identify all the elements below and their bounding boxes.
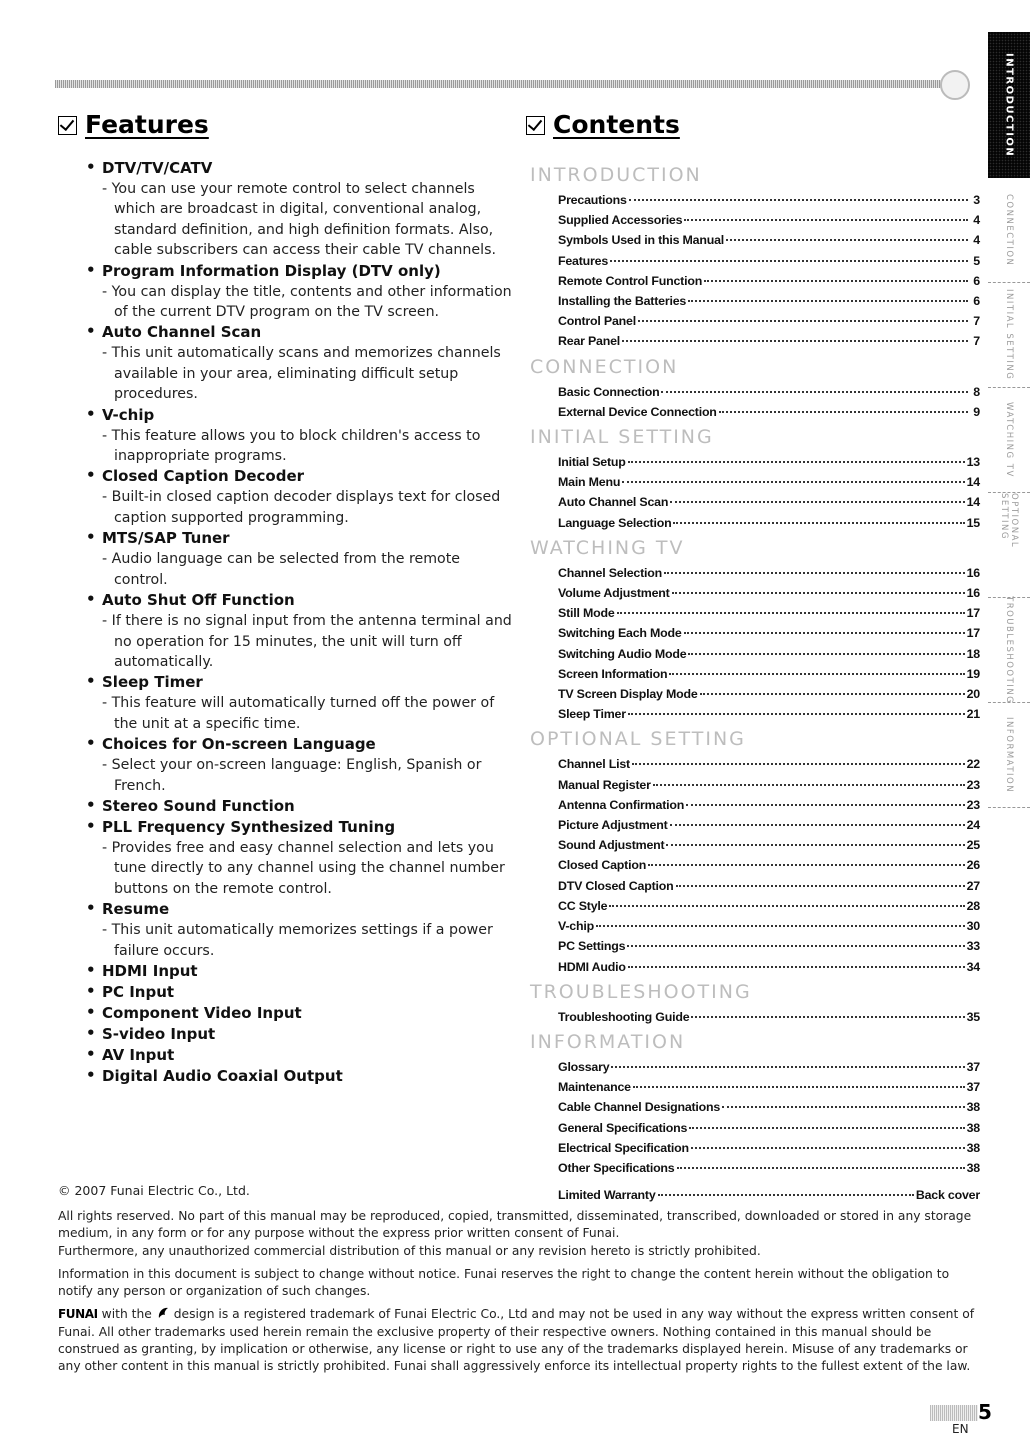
- feature-description: - You can display the title, contents and other information of the current DTV program on the TV screen.: [102, 283, 512, 321]
- features-heading: [58, 110, 209, 139]
- bullet-icon: •: [86, 404, 96, 423]
- dot-leader: [684, 632, 965, 634]
- toc-entry-page: 22: [966, 757, 980, 772]
- funai-swirl-icon: [156, 1306, 170, 1320]
- feature-title: MTS/SAP Tuner: [102, 529, 230, 548]
- toc-entry-title: Sleep Timer: [558, 707, 626, 722]
- bullet-icon: •: [86, 899, 96, 918]
- toc-entry[interactable]: [558, 957, 980, 977]
- toc-entry-page: 17: [966, 606, 980, 621]
- toc-entry-page: 30: [966, 919, 980, 934]
- dot-leader: [632, 763, 965, 765]
- side-tab-watching-tv: [988, 388, 1030, 493]
- toc-entry-title: Auto Channel Scan: [558, 495, 669, 510]
- toc-entry-page: 38: [966, 1120, 980, 1135]
- toc-entry[interactable]: [558, 835, 980, 855]
- toc-entry[interactable]: [558, 230, 980, 250]
- side-tab-label: INFORMATION: [1004, 716, 1014, 794]
- toc-entry[interactable]: [558, 271, 980, 291]
- side-tab-information: [988, 703, 1030, 808]
- toc-entry-title: Main Menu: [558, 475, 621, 490]
- toc-entry-title: Electrical Specification: [558, 1140, 689, 1155]
- toc-entry-title: Troubleshooting Guide: [558, 1009, 690, 1024]
- toc-entry[interactable]: [558, 452, 980, 472]
- toc-entry[interactable]: [558, 896, 980, 916]
- toc-entry[interactable]: [558, 876, 980, 896]
- toc-entry-page: 38: [966, 1140, 980, 1155]
- feature-description: - This unit automatically memorizes settings if a power failure occurs.: [102, 922, 493, 959]
- bullet-icon: •: [86, 981, 96, 1000]
- toc-entry[interactable]: [558, 472, 980, 492]
- side-tab-introduction: [988, 32, 1030, 178]
- dot-leader: [691, 1016, 964, 1018]
- toc-entry-title: Basic Connection: [558, 384, 660, 399]
- toc-entry-title: V-chip: [558, 919, 594, 934]
- toc-entry[interactable]: [558, 1138, 980, 1158]
- dot-leader: [688, 300, 968, 302]
- toc-entry[interactable]: [558, 754, 980, 774]
- toc-entry-title: TV Screen Display Mode: [558, 687, 698, 702]
- feature-title: V-chip: [102, 405, 155, 424]
- side-tab-troubleshooting: [988, 595, 1030, 705]
- toc-entry[interactable]: [558, 704, 980, 724]
- feature-description: - This unit automatically scans and memorizes channels available in your area, eliminating difficult setup procedures.: [102, 345, 501, 403]
- feature-item: [86, 405, 516, 467]
- toc-entry[interactable]: [558, 1185, 980, 1205]
- toc-entry[interactable]: [558, 815, 980, 835]
- bullet-icon: •: [86, 795, 96, 814]
- toc-entry[interactable]: [558, 1097, 980, 1117]
- toc-entry-page: 6: [973, 294, 980, 309]
- dot-leader: [638, 320, 968, 322]
- toc-entry-title: HDMI Audio: [558, 959, 626, 974]
- features-title: Features: [85, 110, 209, 139]
- toc-entry[interactable]: [558, 623, 980, 643]
- feature-title: Resume: [102, 900, 170, 919]
- toc-entry-title: Other Specifications: [558, 1160, 675, 1175]
- toc-entry-page: 20: [966, 687, 980, 702]
- contents-heading: [526, 110, 680, 139]
- side-tab-label: CONNECTION: [1004, 193, 1014, 267]
- toc-entry[interactable]: [558, 311, 980, 331]
- toc-entry-page: 37: [966, 1080, 980, 1095]
- feature-title: AV Input: [102, 1045, 175, 1064]
- toc-entry-page: 28: [966, 898, 980, 913]
- toc-entry-title: Still Mode: [558, 606, 615, 621]
- bullet-icon: •: [86, 1044, 96, 1063]
- toc-entry-title: Cable Channel Designations: [558, 1100, 721, 1115]
- toc-entry-title: DTV Closed Caption: [558, 878, 674, 893]
- dot-leader: [653, 784, 965, 786]
- legal-text: design is a registered trademark of Funai Electric Co., Ltd and may not be used in any way without the express written consent of Funai. All other trademarks used herein remain the exclusive property of their respective owners. Nothing contained in this manual should be construed as granting, by implication or otherwise, any license or right to use any of the trademarks displayed herein. Misuse of any trademarks or any other content in this manual is strictly prohibited. Funai shall aggressively enforce its intellectual property rights to the fullest extent of the law.: [58, 1307, 975, 1374]
- funai-logo: FUNAI: [58, 1307, 98, 1322]
- toc-entry-page: 24: [966, 818, 980, 833]
- toc-section-title: INTRODUCTION: [530, 164, 702, 186]
- toc-entry[interactable]: [558, 795, 980, 815]
- toc-entry-title: Sound Adjustment: [558, 838, 665, 853]
- legal-notice: [58, 1208, 978, 1382]
- dot-leader: [622, 481, 964, 483]
- dot-leader: [633, 1086, 965, 1088]
- feature-title: Digital Audio Coaxial Output: [102, 1066, 343, 1085]
- toc-entry-page: 16: [966, 586, 980, 601]
- toc-entry-title: Picture Adjustment: [558, 818, 668, 833]
- dot-leader: [686, 804, 965, 806]
- feature-item: [86, 899, 516, 961]
- dot-leader: [664, 572, 965, 574]
- toc-entry-title: Limited Warranty: [558, 1188, 656, 1203]
- side-tab-initial-setting: [988, 283, 1030, 388]
- toc-entry-page: 23: [966, 797, 980, 812]
- toc-entry-page: 13: [966, 455, 980, 470]
- dot-leader: [670, 501, 964, 503]
- dot-leader: [672, 592, 965, 594]
- toc-entry-title: Installing the Batteries: [558, 294, 687, 309]
- toc-entry-title: Remote Control Function: [558, 273, 703, 288]
- feature-item: [86, 672, 516, 734]
- dot-leader: [627, 945, 964, 947]
- toc-entry-title: Antenna Confirmation: [558, 797, 685, 812]
- dot-leader: [628, 966, 965, 968]
- feature-description: - Select your on-screen language: English, Spanish or French.: [102, 757, 482, 794]
- feature-item: [86, 158, 516, 261]
- toc-entry[interactable]: [558, 916, 980, 936]
- dot-leader: [704, 280, 968, 282]
- feature-title: PLL Frequency Synthesized Tuning: [102, 817, 396, 836]
- toc-entry[interactable]: [558, 936, 980, 956]
- dot-leader: [596, 925, 965, 927]
- toc-entry[interactable]: [558, 291, 980, 311]
- toc-entry-page: Back cover: [915, 1188, 980, 1203]
- dot-leader: [661, 391, 968, 393]
- feature-description: - This feature will automatically turned off the power of the unit at a specific time.: [102, 695, 495, 732]
- feature-item: [86, 1003, 516, 1024]
- feature-item: [86, 590, 516, 672]
- toc-entry-title: PC Settings: [558, 939, 626, 954]
- toc-entry-page: 38: [966, 1160, 980, 1175]
- toc-entry-page: 7: [973, 334, 980, 349]
- toc-entry-title: Supplied Accessories: [558, 213, 683, 228]
- bullet-icon: •: [86, 1065, 96, 1084]
- dot-leader: [609, 905, 964, 907]
- toc-entry-page: 3: [973, 193, 980, 207]
- bullet-icon: •: [86, 1023, 96, 1042]
- toc-entry-page: 21: [966, 707, 980, 722]
- toc-entry-page: 14: [966, 475, 980, 490]
- feature-description: - This feature allows you to block children's access to inappropriate programs.: [102, 427, 481, 465]
- toc-section-title: WATCHING TV: [530, 536, 685, 559]
- feature-item: [86, 982, 516, 1003]
- feature-item: [86, 817, 516, 899]
- toc-entry-title: Precautions: [558, 193, 627, 207]
- table-of-contents: [530, 160, 980, 1205]
- toc-section-title: OPTIONAL SETTING: [530, 728, 746, 751]
- bullet-icon: •: [86, 960, 96, 979]
- feature-title: DTV/TV/CATV: [102, 159, 213, 177]
- toc-entry[interactable]: [558, 664, 980, 684]
- dot-leader: [691, 1147, 965, 1149]
- toc-entry-page: 33: [966, 939, 980, 954]
- toc-entry[interactable]: [558, 583, 980, 603]
- toc-entry-title: Language Selection: [558, 515, 672, 530]
- bullet-icon: •: [86, 158, 96, 176]
- bullet-icon: •: [86, 672, 96, 691]
- dot-leader: [726, 239, 968, 241]
- feature-title: PC Input: [102, 982, 175, 1001]
- toc-section-title: INITIAL SETTING: [530, 426, 714, 449]
- top-rule: [55, 80, 945, 88]
- toc-entry[interactable]: [558, 251, 980, 271]
- feature-title: Choices for On-screen Language: [102, 735, 376, 754]
- toc-entry-page: 15: [966, 515, 980, 530]
- feature-title: Auto Shut Off Function: [102, 591, 295, 610]
- toc-entry[interactable]: [558, 402, 980, 422]
- dot-leader: [628, 713, 965, 715]
- bullet-icon: •: [86, 590, 96, 609]
- toc-entry-page: 34: [966, 959, 980, 974]
- toc-entry-page: 17: [966, 626, 980, 641]
- dot-leader: [700, 693, 965, 695]
- bullet-icon: •: [86, 466, 96, 485]
- dot-leader: [628, 461, 965, 463]
- toc-entry-title: Initial Setup: [558, 455, 626, 470]
- dot-leader: [610, 260, 968, 262]
- toc-entry-page: 27: [966, 878, 980, 893]
- feature-title: S-video Input: [102, 1024, 216, 1043]
- toc-entry-title: General Specifications: [558, 1120, 688, 1135]
- toc-entry-title: Glossary: [558, 1059, 610, 1074]
- dot-leader: [676, 885, 965, 887]
- feature-item: [86, 261, 516, 323]
- toc-entry[interactable]: [558, 492, 980, 512]
- toc-entry-title: Manual Register: [558, 777, 651, 792]
- page-number: 5: [978, 1400, 992, 1424]
- legal-paragraph: [58, 1208, 978, 1260]
- toc-entry-page: 26: [966, 858, 980, 873]
- side-tab-optional-setting: [988, 493, 1030, 598]
- feature-description: - Built-in closed caption decoder displays text for closed caption supported programming.: [102, 489, 501, 526]
- toc-entry[interactable]: [558, 603, 980, 623]
- toc-section-title: CONNECTION: [530, 355, 679, 378]
- dot-leader: [689, 1127, 964, 1129]
- feature-title: Stereo Sound Function: [102, 796, 295, 815]
- checkbox-icon: [526, 116, 545, 135]
- toc-entry-title: Rear Panel: [558, 334, 621, 349]
- toc-entry-page: 35: [966, 1009, 980, 1024]
- toc-entry[interactable]: [558, 331, 980, 351]
- contents-title: Contents: [553, 110, 680, 139]
- toc-entry[interactable]: [558, 563, 980, 583]
- toc-entry-title: Switching Each Mode: [558, 626, 682, 641]
- toc-entry-page: 25: [966, 838, 980, 853]
- feature-description: - Provides free and easy channel selection and lets you tune directly to any channel using the channel number buttons on the remote control.: [102, 839, 505, 897]
- toc-entry[interactable]: [558, 1007, 980, 1027]
- bullet-icon: •: [86, 322, 96, 341]
- toc-entry[interactable]: [558, 684, 980, 704]
- toc-entry-page: 5: [973, 253, 980, 268]
- page-language: EN: [952, 1422, 969, 1436]
- feature-description: - Audio language can be selected from the remote control.: [102, 551, 461, 588]
- toc-entry-page: 19: [966, 666, 980, 681]
- dot-leader: [611, 1066, 964, 1068]
- toc-section-title: TROUBLESHOOTING: [530, 980, 752, 1003]
- toc-entry[interactable]: [558, 1057, 980, 1077]
- side-tab-label: TROUBLESHOOTING: [1004, 595, 1014, 705]
- toc-entry-title: Volume Adjustment: [558, 586, 670, 601]
- dot-leader: [669, 673, 964, 675]
- toc-entry[interactable]: [558, 513, 980, 533]
- toc-entry-title: Screen Information: [558, 666, 668, 681]
- feature-item: [86, 961, 516, 982]
- dot-leader: [719, 411, 968, 413]
- toc-entry[interactable]: [558, 210, 980, 230]
- side-tab-label: INITIAL SETTING: [1004, 289, 1014, 381]
- toc-entry-page: 14: [966, 495, 980, 510]
- feature-title: Closed Caption Decoder: [102, 467, 305, 486]
- toc-entry-page: 7: [973, 314, 980, 329]
- legal-text: Furthermore, any unauthorized commercial distribution of this manual or any revision hereto is strictly prohibited.: [58, 1243, 761, 1258]
- legal-paragraph: Information in this document is subject to change without notice. Funai reserves the right to change the content herein without the obligation to notify any person or organization of such changes.: [58, 1266, 950, 1299]
- dot-leader: [666, 844, 964, 846]
- legal-text: with the: [101, 1307, 152, 1322]
- toc-section-title: INFORMATION: [530, 1030, 686, 1053]
- toc-entry-page: 9: [973, 404, 980, 419]
- toc-entry[interactable]: [558, 1077, 980, 1097]
- bullet-icon: •: [86, 260, 96, 279]
- toc-entry-page: 38: [966, 1100, 980, 1115]
- dot-leader: [688, 653, 964, 655]
- bullet-icon: •: [86, 734, 96, 753]
- toc-entry-title: External Device Connection: [558, 404, 717, 419]
- side-tab-label: WATCHING TV: [1004, 402, 1014, 478]
- toc-entry-title: Closed Caption: [558, 858, 647, 873]
- toc-entry-title: CC Style: [558, 898, 608, 913]
- feature-title: HDMI Input: [102, 961, 198, 980]
- toc-entry-title: Channel List: [558, 757, 630, 772]
- bullet-icon: •: [86, 1002, 96, 1021]
- side-tab-label: OPTIONAL SETTING: [999, 493, 1019, 549]
- copyright-text: © 2007 Funai Electric Co., Ltd.: [58, 1183, 250, 1198]
- feature-title: Sleep Timer: [102, 673, 203, 692]
- toc-entry[interactable]: [558, 775, 980, 795]
- page-number-band: [930, 1405, 978, 1421]
- feature-title: Program Information Display (DTV only): [102, 261, 441, 280]
- feature-item: [86, 528, 516, 590]
- feature-item: [86, 1066, 516, 1087]
- feature-description: - If there is no signal input from the antenna terminal and no operation for 15 minutes, the unit will turn off automatically.: [102, 613, 512, 670]
- side-tabs: [988, 32, 1030, 808]
- legal-text: All rights reserved. No part of this manual may be reproduced, copied, transmitted, disseminated, transcribed, downloaded or stored in any storage medium, in any form or for any purpose without the express prior written consent of Funai.: [58, 1209, 972, 1241]
- toc-entry[interactable]: [558, 1158, 980, 1178]
- toc-entry[interactable]: [558, 1118, 980, 1138]
- feature-item: [86, 1024, 516, 1045]
- toc-entry-page: 16: [966, 565, 980, 580]
- toc-entry[interactable]: [558, 382, 980, 402]
- toc-entry-page: 23: [966, 777, 980, 792]
- toc-entry-title: Switching Audio Mode: [558, 646, 687, 661]
- dot-leader: [722, 1106, 965, 1108]
- legal-paragraph: [58, 1306, 978, 1375]
- feature-item: [86, 322, 516, 404]
- toc-entry-page: 18: [966, 646, 980, 661]
- toc-entry-title: Symbols Used in this Manual: [558, 233, 725, 248]
- dot-leader: [670, 824, 965, 826]
- bullet-icon: •: [86, 528, 96, 547]
- feature-title: Component Video Input: [102, 1003, 302, 1022]
- feature-item: [86, 466, 516, 528]
- features-list: [86, 158, 516, 1087]
- dot-leader: [629, 199, 968, 201]
- toc-entry-title: Control Panel: [558, 314, 636, 329]
- toc-entry-page: 8: [973, 384, 980, 399]
- feature-title: Auto Channel Scan: [102, 323, 262, 342]
- dot-leader: [658, 1194, 914, 1196]
- feature-item: [86, 796, 516, 817]
- dot-leader: [684, 219, 968, 221]
- dot-leader: [677, 1167, 965, 1169]
- toc-entry-page: 37: [966, 1059, 980, 1074]
- bullet-icon: •: [86, 816, 96, 835]
- toc-entry[interactable]: [558, 644, 980, 664]
- toc-entry-page: 4: [973, 233, 980, 248]
- toc-entry-page: 4: [973, 213, 980, 228]
- dot-leader: [673, 522, 964, 524]
- feature-item: [86, 734, 516, 796]
- side-tab-connection: [988, 178, 1030, 283]
- checkbox-icon: [58, 116, 77, 135]
- feature-description: - You can use your remote control to select channels which are broadcast in digital, conventional analog, standard definition, and high definition formats. Also, cable subscribers can access their cable TV channels.: [102, 181, 496, 259]
- toc-entry-title: Features: [558, 253, 609, 268]
- toc-entry-title: Channel Selection: [558, 565, 663, 580]
- dot-leader: [648, 864, 965, 866]
- toc-entry[interactable]: [558, 855, 980, 875]
- toc-entry-title: Maintenance: [558, 1080, 631, 1095]
- toc-entry[interactable]: [558, 190, 980, 210]
- dot-leader: [622, 340, 968, 342]
- dot-leader: [617, 612, 965, 614]
- feature-item: [86, 1045, 516, 1066]
- side-tab-label: INTRODUCTION: [1003, 52, 1015, 158]
- circle-icon: [940, 70, 970, 100]
- toc-entry-page: 6: [973, 273, 980, 288]
